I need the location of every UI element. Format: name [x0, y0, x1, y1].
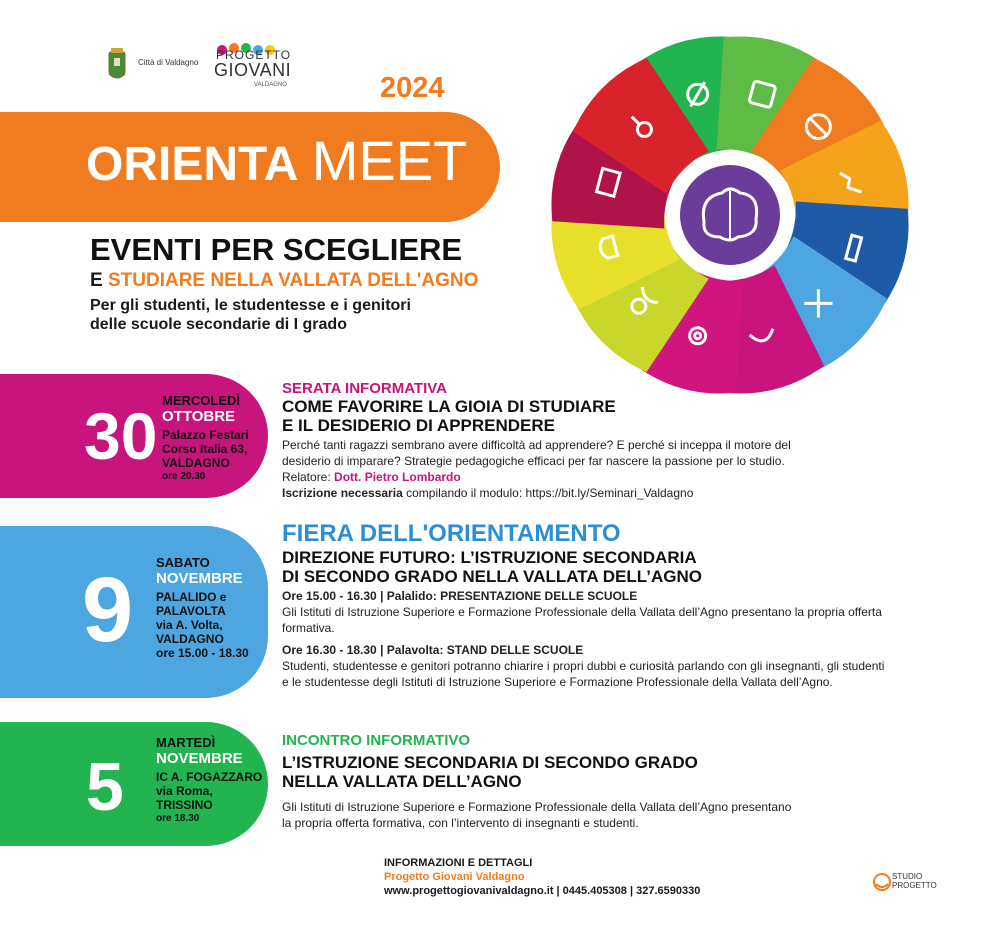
event1-registration-link[interactable]: compilando il modulo: https://bit.ly/Seminari_Valdagno — [406, 486, 694, 500]
footer-contacts[interactable]: www.progettogiovanivaldagno.it | 0445.405308 | 327.6590330 — [384, 885, 701, 897]
event3-month: NOVEMBRE — [156, 750, 243, 767]
subtitle-line4: delle scuole secondarie di I grado — [90, 316, 347, 333]
event3-title-line1: L’ISTRUZIONE SECONDARIA DI SECONDO GRADO — [282, 753, 698, 772]
event3-title-line2: NELLA VALLATA DELL’AGNO — [282, 772, 522, 791]
event2-session2-body2: e le studentesse degli Istituti di Istruzione Superiore e Formazione Professionale della Vallata dell’Agno. — [282, 675, 833, 689]
event3-place2: via Roma, — [156, 784, 213, 798]
subtitle-line3: Per gli studenti, le studentesse e i genitori — [90, 297, 411, 314]
subtitle-line2-highlight: STUDIARE NELLA VALLATA DELL'AGNO — [107, 270, 479, 291]
pg-logo-mid: GIOVANI — [214, 60, 292, 80]
event2-session2-heading: Ore 16.30 - 18.30 | Palavolta: STAND DELLE SCUOLE — [282, 643, 584, 657]
orientation-wheel-graphic — [540, 30, 920, 400]
event1-place3: VALDAGNO — [162, 456, 230, 470]
event2-session1-body2: formativa. — [282, 621, 335, 635]
event1-title-line1: COME FAVORIRE LA GIOIA DI STUDIARE — [282, 397, 616, 416]
event1-kicker: SERATA INFORMATIVA — [282, 380, 447, 397]
studio-line2: PROGETTO — [892, 881, 937, 890]
event1-registration-line — [282, 485, 902, 501]
event1-day-number: 30 — [84, 399, 158, 473]
event1-speaker: Dott. Pietro Lombardo — [334, 470, 461, 484]
event1-date-info — [162, 394, 249, 484]
event1-speaker-line — [282, 469, 902, 485]
event1-speaker-label: Relatore: — [282, 470, 331, 484]
city-crest-logo — [106, 46, 128, 82]
subtitle-line2 — [90, 270, 478, 292]
title-part2: MEET — [311, 129, 468, 192]
city-label: Città di Valdagno — [138, 58, 199, 67]
event3-time: ore 18.30 — [156, 813, 200, 824]
event2-month: NOVEMBRE — [156, 570, 243, 587]
pg-logo-top: PROGETTO — [216, 48, 292, 62]
event2-day-number: 9 — [82, 559, 134, 661]
event2-title-line1: DIREZIONE FUTURO: L’ISTRUZIONE SECONDARIA — [282, 548, 697, 567]
page-title — [86, 128, 467, 193]
event2-session1-body1: Gli Istituti di Istruzione Superiore e Formazione Professionale della Vallata dell’Agno presentano la propria offerta — [282, 605, 882, 619]
event2-date-info — [156, 556, 249, 660]
event1-place2: Corso Italia 63, — [162, 442, 248, 456]
event3-day-number: 5 — [86, 749, 124, 825]
event2-place4: VALDAGNO — [156, 632, 224, 646]
event3-place3: TRISSINO — [156, 798, 213, 812]
footer-line1: INFORMAZIONI E DETTAGLI — [384, 857, 533, 869]
footer-line2: Progetto Giovani Valdagno — [384, 871, 525, 883]
footer-info — [384, 856, 700, 898]
event1-body-line1: Perché tanti ragazzi sembrano avere difficoltà ad apprendere? E perché si inceppa il motore del — [282, 438, 791, 452]
event1-details — [282, 380, 902, 501]
event3-weekday: MARTEDÌ — [156, 735, 216, 750]
event2-place3: via A. Volta, — [156, 618, 223, 632]
event2-details — [282, 520, 922, 690]
title-part1: ORIENTA — [86, 138, 299, 191]
studio-progetto-label — [892, 872, 937, 890]
event1-registration-bold: Iscrizione necessaria — [282, 486, 403, 500]
year: 2024 — [380, 72, 445, 104]
subtitle-audience — [90, 296, 470, 334]
pg-logo-bot: VALDAGNO — [254, 82, 287, 88]
event2-weekday: SABATO — [156, 555, 210, 570]
event2-kicker: FIERA DELL'ORIENTAMENTO — [282, 520, 621, 547]
event3-place1: IC A. FOGAZZARO — [156, 770, 263, 784]
event2-title-line2: DI SECONDO GRADO NELLA VALLATA DELL’AGNO — [282, 567, 702, 586]
event1-body-line2: desiderio di imparare? Strategie pedagogiche efficaci per far nascere la passione per lo studio. — [282, 454, 785, 468]
subtitle-line1: EVENTI PER SCEGLIERE — [90, 232, 463, 267]
event3-details — [282, 732, 902, 831]
event2-time: ore 15.00 - 18.30 — [156, 646, 249, 660]
event2-place1: PALALIDO e — [156, 590, 227, 604]
event3-body-line2: la propria offerta formativa, con l’intervento di insegnanti e studenti. — [282, 816, 639, 830]
event3-date-info — [156, 736, 262, 826]
event3-kicker: INCONTRO INFORMATIVO — [282, 732, 471, 749]
event1-month: OTTOBRE — [162, 408, 236, 425]
event3-body-line1: Gli Istituti di Istruzione Superiore e Formazione Professionale della Vallata dell’Agno presentano — [282, 800, 792, 814]
event1-title-line2: E IL DESIDERIO DI APPRENDERE — [282, 416, 555, 435]
event1-time: ore 20.30 — [162, 471, 206, 482]
event2-session1-heading: Ore 15.00 - 16.30 | Palalido: PRESENTAZIONE DELLE SCUOLE — [282, 589, 638, 603]
subtitle-line2-prefix: E — [90, 270, 103, 291]
studio-line1: STUDIO — [892, 872, 923, 881]
event1-weekday: MERCOLEDÌ — [162, 393, 240, 408]
event2-place2: PALAVOLTA — [156, 604, 226, 618]
event2-session2-body1: Studenti, studentesse e genitori potranno chiarire i propri dubbi e curiosità parlando con gli insegnanti, gli studenti — [282, 659, 885, 673]
event1-place1: Palazzo Festari — [162, 428, 249, 442]
